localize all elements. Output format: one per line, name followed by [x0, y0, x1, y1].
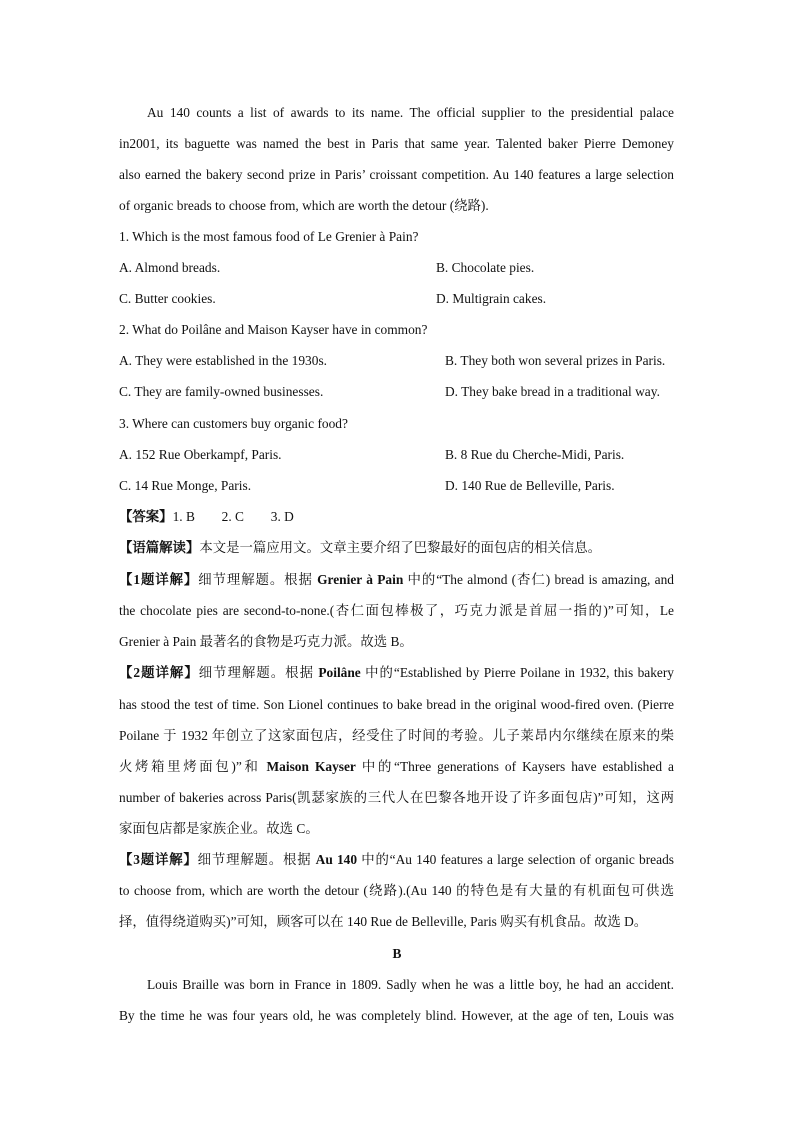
interpretation-line	[119, 539, 674, 557]
interpretation-label: 【语篇解读】	[119, 540, 200, 555]
explanation-text: 中的“Au 140 features a large selection of organic breads	[361, 852, 674, 867]
bakery-name: Grenier à Pain	[317, 572, 404, 587]
option-a: A. Almond breads.	[119, 260, 221, 275]
interpretation-text: 本文是一篇应用文。文章主要介绍了巴黎最好的面包店的相关信息。	[199, 540, 602, 555]
explanation-text: 火烤箱里烤面包)”和	[119, 759, 261, 774]
explanation-line: 家面包店都是家族企业。故选 C。	[119, 821, 319, 836]
paragraph-line: By the time he was four years old, he was completely blind. However, at the age of ten, Louis was	[119, 1008, 674, 1023]
option-d: D. Multigrain cakes.	[436, 291, 547, 306]
option-b: B. Chocolate pies.	[436, 260, 535, 275]
explanation-line: to choose from, which are worth the detour (绕路).(Au 140 的特色是有大量的有机面包可供选	[119, 883, 674, 898]
section-heading: B	[392, 946, 402, 961]
explanation-line: Poilane 于 1932 年创立了这家面包店，经受住了时间的考验。儿子莱昂内尔继续在原来的柴	[119, 728, 674, 743]
explanation-text: 细节理解题。根据	[198, 572, 313, 587]
option-c: C. They are family-owned businesses.	[119, 384, 324, 399]
explanation-text: 细节理解题。根据	[197, 852, 312, 867]
answer-line	[119, 508, 674, 526]
paragraph-line: Louis Braille was born in France in 1809. Sadly when he was a little boy, he had an accident.	[147, 977, 674, 992]
explanation-line: number of bakeries across Paris(凯瑟家族的三代人在巴黎各地开设了许多面包店)”可知，这两	[119, 790, 674, 805]
explanation-label: 【2题详解】	[119, 665, 199, 680]
explanation-line: Grenier à Pain 最著名的食物是巧克力派。故选 B。	[119, 634, 413, 649]
option-b: B. 8 Rue du Cherche-Midi, Paris.	[445, 447, 625, 462]
option-d: D. They bake bread in a traditional way.	[445, 384, 660, 399]
bakery-name: Au 140	[315, 852, 358, 867]
question-stem: 2. What do Poilâne and Maison Kayser have in common?	[119, 322, 428, 337]
explanation-text: 中的“Established by Pierre Poilane in 1932, this bakery	[365, 665, 674, 680]
explanation-line	[119, 851, 674, 869]
explanation-label: 【3题详解】	[119, 852, 198, 867]
paragraph-line: in2001, its baguette was named the best in Paris that same year. Talented baker Pierre Demoney	[119, 136, 674, 151]
option-a: A. 152 Rue Oberkampf, Paris.	[119, 447, 282, 462]
explanation-line	[119, 664, 674, 682]
bakery-name: Maison Kayser	[266, 759, 356, 774]
question-stem: 3. Where can customers buy organic food?	[119, 416, 348, 431]
bakery-name: Poilâne	[318, 665, 361, 680]
option-a: A. They were established in the 1930s.	[119, 353, 328, 368]
explanation-text: 中的“The almond (杏仁) bread is amazing, and	[407, 572, 674, 587]
answer-text: 1. B 2. C 3. D	[172, 509, 294, 524]
explanation-text: 中的“Three generations of Kaysers have established a	[361, 759, 674, 774]
paragraph-line: also earned the bakery second prize in Paris’ croissant competition. Au 140 features a large selection	[119, 167, 674, 182]
option-b: B. They both won several prizes in Paris.	[445, 353, 666, 368]
paragraph-line: of organic breads to choose from, which are worth the detour (绕路).	[119, 198, 489, 213]
explanation-label: 【1题详解】	[119, 572, 199, 587]
option-c: C. Butter cookies.	[119, 291, 216, 306]
question-stem: 1. Which is the most famous food of Le Grenier à Pain?	[119, 229, 419, 244]
explanation-line: the chocolate pies are second-to-none.(杏仁面包棒极了，巧克力派是首屈一指的)”可知，Le	[119, 603, 674, 618]
explanation-line: 择，值得绕道购买)”可知，顾客可以在 140 Rue de Belleville, Paris 购买有机食品。故选 D。	[119, 914, 648, 929]
explanation-text: 细节理解题。根据	[198, 665, 314, 680]
explanation-line	[119, 758, 674, 776]
option-c: C. 14 Rue Monge, Paris.	[119, 478, 252, 493]
explanation-line	[119, 571, 674, 589]
answer-label: 【答案】	[119, 509, 173, 524]
option-d: D. 140 Rue de Belleville, Paris.	[445, 478, 615, 493]
paragraph-line: Au 140 counts a list of awards to its name. The official supplier to the presidential palace	[147, 105, 674, 120]
explanation-line: has stood the test of time. Son Lionel continues to bake bread in the original wood-fired oven. (Pierre	[119, 697, 674, 712]
